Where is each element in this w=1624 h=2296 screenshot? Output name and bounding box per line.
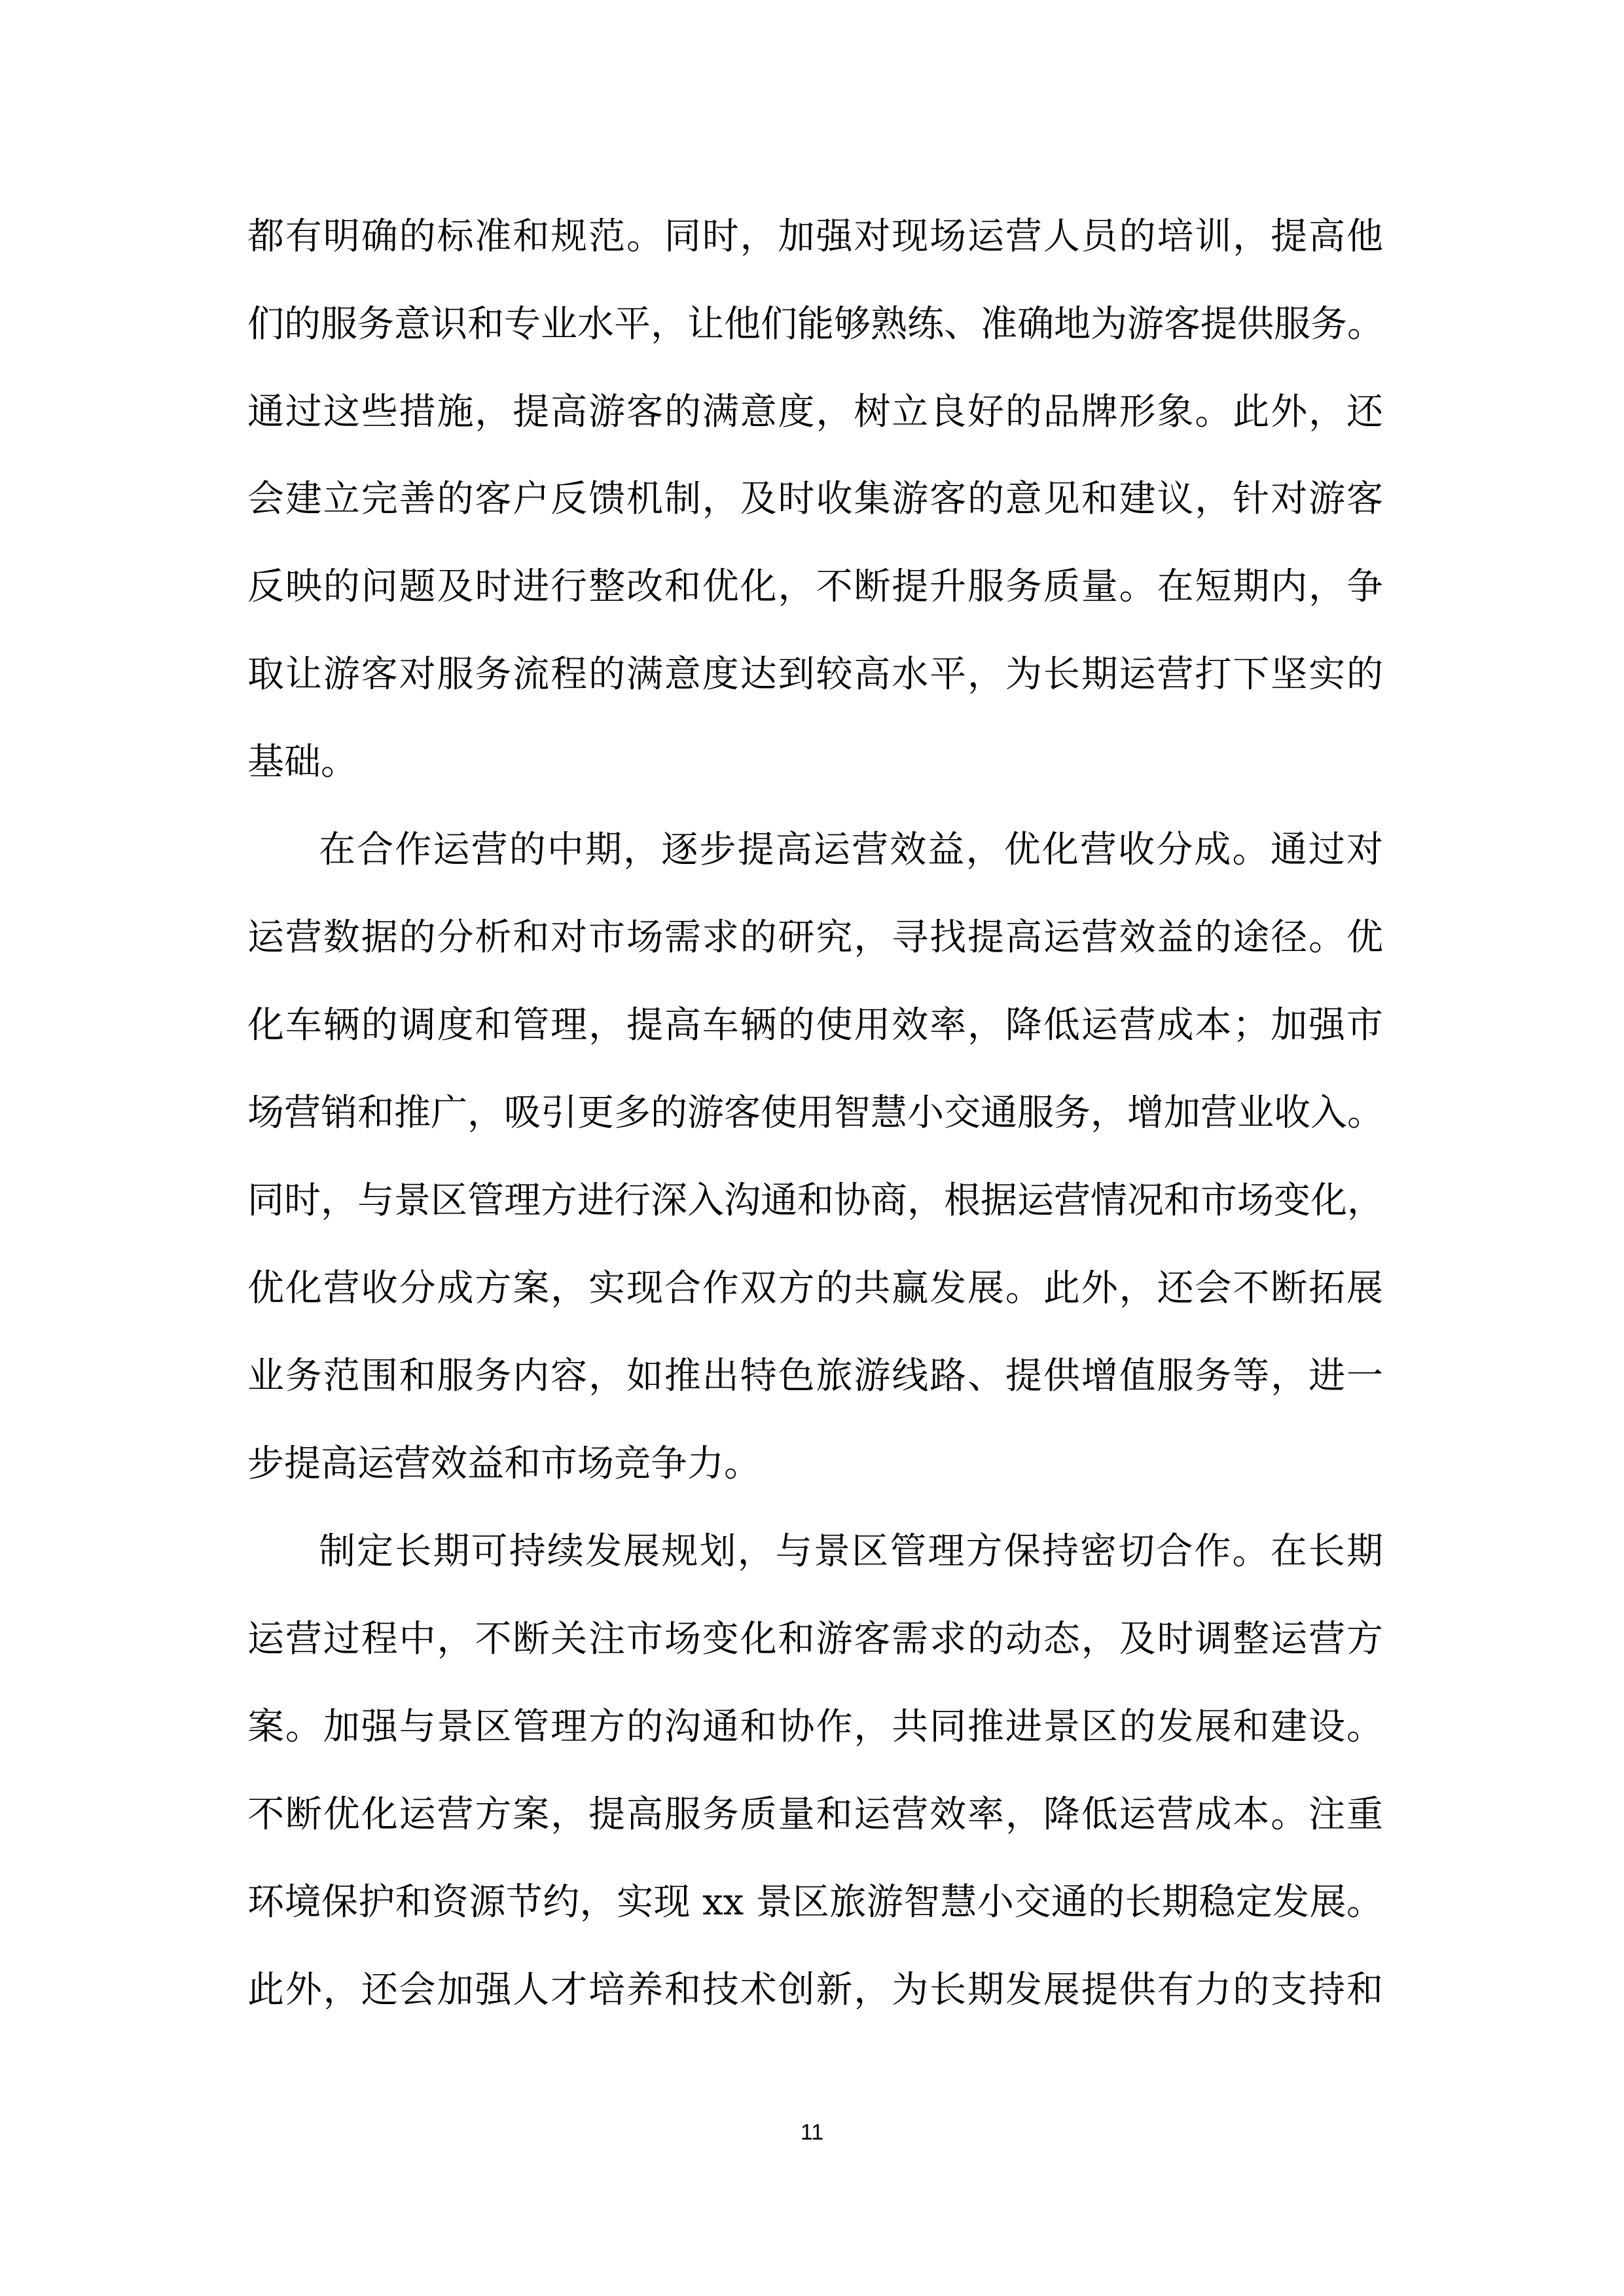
page-number: 11 xyxy=(800,2120,824,2145)
text-line: 步提高运营效益和市场竞争力。 xyxy=(247,1443,761,1485)
text-line: 场营销和推广，吸引更多的游客使用智慧小交通服务，增加营业收入。 xyxy=(247,1092,1384,1134)
text-line: 同时，与景区管理方进行深入沟通和协商，根据运营情况和市场变化， xyxy=(247,1179,1384,1222)
text-line: 运营过程中，不断关注市场变化和游客需求的动态，及时调整运营方 xyxy=(247,1618,1383,1660)
text-line: 环境保护和资源节约，实现 xx 景区旅游智慧小交通的长期稳定发展。 xyxy=(247,1881,1383,1924)
text-line: 化车辆的调度和管理，提高车辆的使用效率，降低运营成本；加强市 xyxy=(247,1004,1383,1047)
text-line: 反映的问题及时进行整改和优化，不断提升服务质量。在短期内，争 xyxy=(247,565,1383,608)
text-line: 都有明确的标准和规范。同时，加强对现场运营人员的培训，提高他 xyxy=(247,215,1383,258)
paragraph-first-line: 制定长期可持续发展规划，与景区管理方保持密切合作。在长期 xyxy=(319,1530,1383,1573)
text-line: 基础。 xyxy=(247,741,357,783)
text-line: 此外，还会加强人才培养和技术创新，为长期发展提供有力的支持和 xyxy=(247,1969,1383,2011)
text-line: 案。加强与景区管理方的沟通和协作，共同推进景区的发展和建设。 xyxy=(247,1706,1383,1748)
text-line: 取让游客对服务流程的满意度达到较高水平，为长期运营打下坚实的 xyxy=(247,653,1383,696)
text-line: 会建立完善的客户反馈机制，及时收集游客的意见和建议，针对游客 xyxy=(247,478,1383,520)
text-line: 业务范围和服务内容，如推出特色旅游线路、提供增值服务等，进一 xyxy=(247,1355,1383,1397)
text-line: 不断优化运营方案，提高服务质量和运营效率，降低运营成本。注重 xyxy=(247,1793,1383,1836)
text-line: 们的服务意识和专业水平，让他们能够熟练、准确地为游客提供服务。 xyxy=(247,303,1384,346)
paragraph-first-line: 在合作运营的中期，逐步提高运营效益，优化营收分成。通过对 xyxy=(319,829,1383,871)
text-line: 通过这些措施，提高游客的满意度，树立良好的品牌形象。此外，还 xyxy=(247,391,1383,433)
text-line: 优化营收分成方案，实现合作双方的共赢发展。此外，还会不断拓展 xyxy=(247,1267,1383,1310)
text-line: 运营数据的分析和对市场需求的研究，寻找提高运营效益的途径。优 xyxy=(247,916,1383,959)
